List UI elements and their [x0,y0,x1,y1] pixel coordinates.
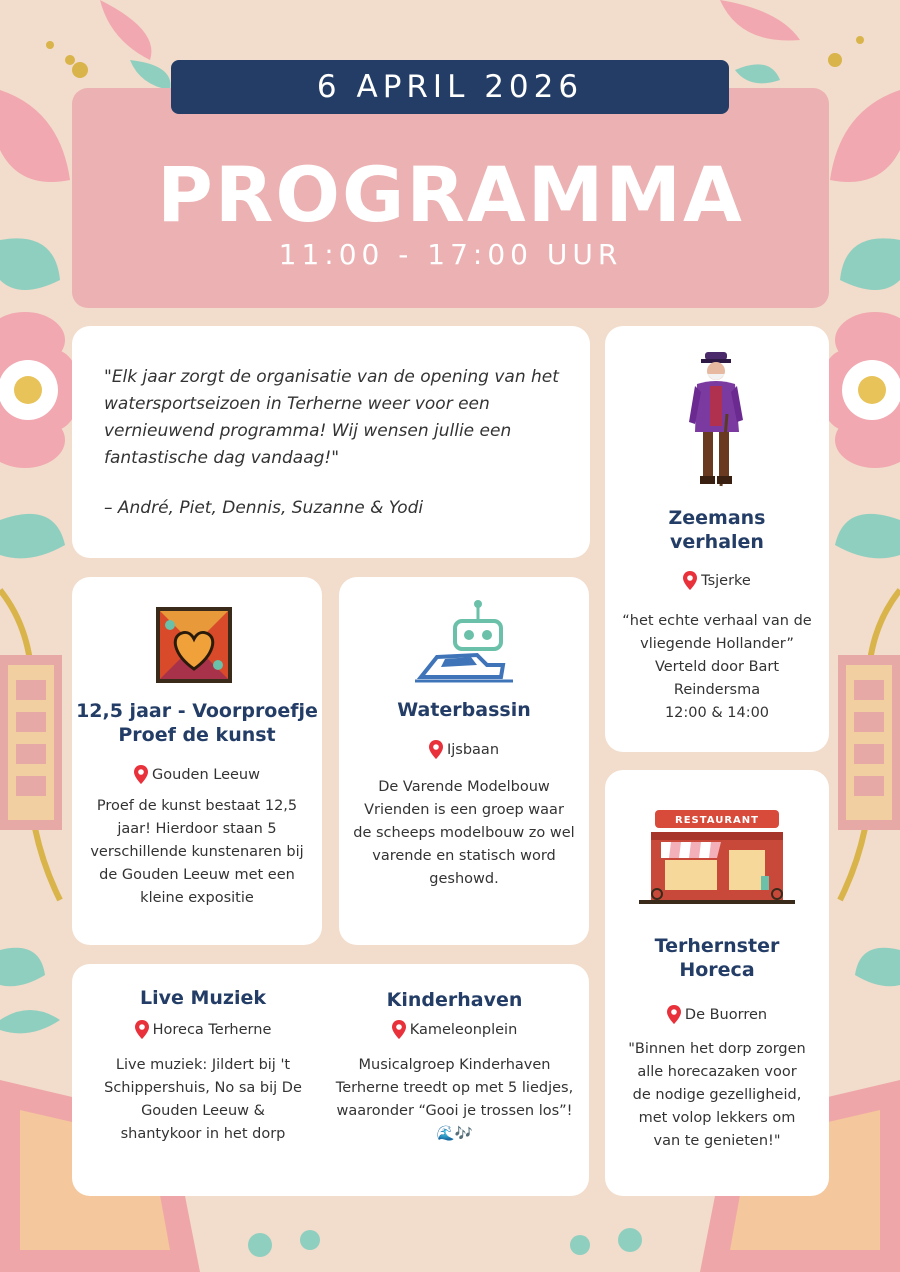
flower-decoration [820,312,900,468]
desc-line: Musicalgroep Kinderhaven [358,1057,551,1073]
kinderhaven-section [320,964,589,1196]
desc-line: de Gouden Leeuw met een [99,867,295,883]
location-pin-icon [135,1020,149,1039]
kinderhaven-description [320,1054,589,1146]
muziek-section [72,964,334,1196]
horeca-card [605,770,829,1196]
location-pin-icon [134,765,148,784]
horeca-description [605,1038,829,1153]
wave-music-emoji: 🌊🎶 [436,1126,473,1142]
header-box [72,88,829,308]
quote-signature: – André, Piet, Dennis, Suzanne & Yodi [104,498,424,518]
location-label: Gouden Leeuw [152,766,260,783]
horeca-title-line1: Terhernster [654,935,780,957]
muziek-location [72,1020,334,1039]
horeca-title-line2: Horeca [679,959,755,981]
location-pin-icon [392,1020,406,1039]
zeemans-description [605,610,829,725]
desc-line: Verteld door Bart [654,659,780,675]
desc-line: geshowd. [429,871,499,887]
quote-text: "Elk jaar zorgt de organisatie van de opening van het watersportseizoen in Terherne weer voor een vernieuwend programma! Wij wensen jullie een fantastische dag vandaag!" [104,367,559,468]
kunst-title-line1: 12,5 jaar - Voorproefje [76,700,318,722]
location-label: De Buorren [684,1006,768,1023]
zeemans-title-line2: verhalen [670,531,764,553]
desc-line: kleine expositie [140,890,254,906]
kunst-title-line2: Proef de kunst [118,724,276,746]
kinderhaven-location [320,1020,589,1039]
leaf-decoration [735,64,780,83]
location-label: Ijsbaan [446,741,500,758]
location-label: Tsjerke [701,572,751,589]
waterbassin-description [339,776,589,891]
desc-line: jaar! Hierdoor staan 5 [117,821,277,837]
desc-line: "Binnen het dorp zorgen [628,1041,806,1057]
desc-line: “het echte verhaal van de [622,613,812,629]
desc-line: Live muziek: Jildert bij 't [115,1057,291,1073]
page-title: PROGRAMMA [157,150,744,239]
desc-line: verschillende kunstenaren bij [90,844,304,860]
leaf-decoration [130,60,171,90]
muziek-title: Live Muziek [139,987,267,1009]
leaf-decoration [855,948,900,986]
desc-line: van te genieten!" [653,1133,781,1149]
desc-line: varende en statisch word [372,848,556,864]
zeemans-title-line1: Zeemans [668,507,766,529]
desc-line: shantykoor in het dorp [120,1126,286,1142]
bottom-card [72,964,589,1196]
leaf-decoration [0,948,45,986]
petal-decoration [0,90,70,182]
waterbassin-location [339,740,589,759]
opening-hours: 11:00 - 17:00 UUR [278,238,623,271]
kunst-card [72,577,322,945]
kunst-description [72,795,322,910]
restaurant-illustration [637,806,797,906]
horeca-location [605,1005,829,1024]
desc-line: 12:00 & 14:00 [664,705,770,721]
desc-line: Proef de kunst bestaat 12,5 [96,798,298,814]
desc-line: Terherne treedt op met 5 liedjes, [335,1080,574,1096]
leaf-decoration [0,514,65,558]
desc-line: Vrienden is een groep waar [364,802,564,818]
desc-line: de scheeps modelbouw zo wel [353,825,575,841]
leaf-decoration [835,514,900,558]
quote-card [72,326,590,558]
desc-line: De Varende Modelbouw [378,779,550,795]
art-heart-illustration [156,607,232,683]
waterbassin-card [339,577,589,945]
location-pin-icon [667,1005,681,1024]
location-label: Kameleonplein [409,1021,518,1038]
desc-line: alle horecazaken voor [637,1064,797,1080]
zeemans-location [605,571,829,590]
sailor-illustration [687,352,747,490]
leaf-decoration [840,238,900,290]
desc-line: vliegende Hollander” [640,636,794,652]
location-label: Horeca Terherne [152,1021,272,1038]
date-banner: 6 APRIL 2026 [171,60,729,114]
muziek-description [72,1054,334,1146]
rc-boat-icon [415,599,513,683]
leaf-decoration [100,0,151,60]
location-pin-icon [429,740,443,759]
petal-decoration [830,90,900,182]
desc-line: waaronder “Gooi je trossen los”! [336,1103,573,1119]
location-pin-icon [683,571,697,590]
desc-line: Gouden Leeuw & [141,1103,265,1119]
leaf-decoration [0,1010,60,1033]
desc-line: de nodige gezelligheid, [632,1087,802,1103]
desc-line: Schippershuis, No sa bij De [104,1080,302,1096]
kunst-location [72,765,322,784]
restaurant-sign: RESTAURANT [675,815,759,826]
waterbassin-title: Waterbassin [397,699,531,721]
desc-line: Reindersma [673,682,761,698]
flower-decoration [0,312,80,468]
leaf-decoration [720,0,800,41]
kinderhaven-title: Kinderhaven [386,989,523,1011]
desc-line: met volop lekkers om [638,1110,796,1126]
leaf-decoration [0,238,60,290]
zeemans-card [605,326,829,752]
